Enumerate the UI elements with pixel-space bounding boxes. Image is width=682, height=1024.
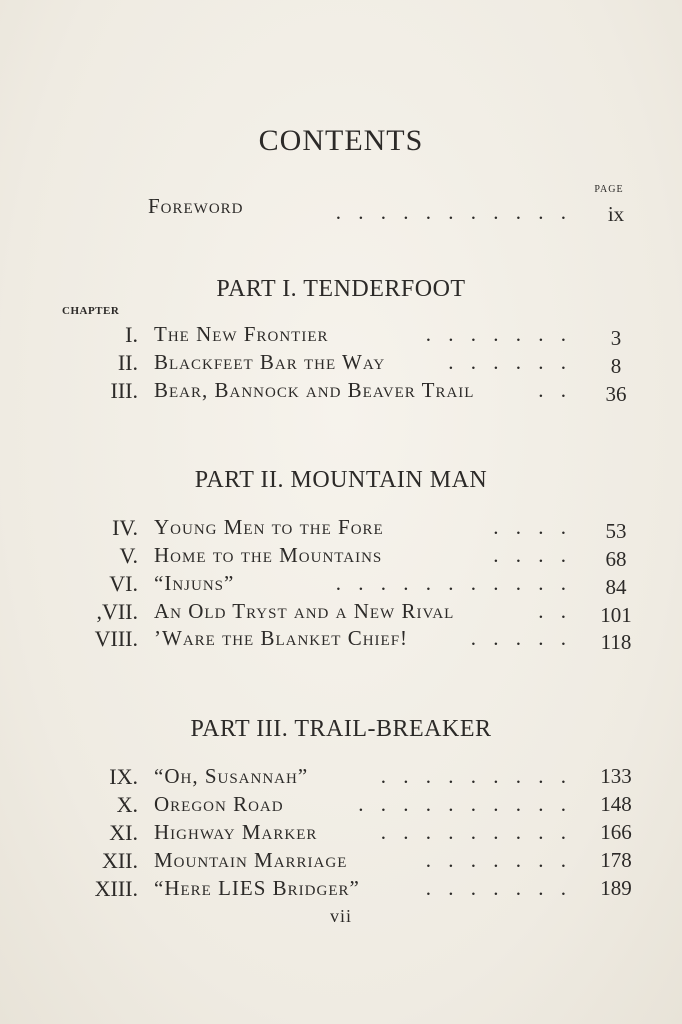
entry-title: Young Men to the Fore (154, 515, 384, 539)
entry-page: 148 (600, 792, 632, 816)
part-heading: PART I. TENDERFOOT (216, 276, 466, 302)
leader-dots: . . (538, 599, 572, 623)
entry-page: ix (607, 202, 625, 226)
part-heading: PART III. TRAIL-BREAKER (190, 716, 492, 742)
toc-entry (0, 876, 682, 902)
chapter-number: IX. (109, 764, 138, 789)
toc-entry (0, 543, 682, 569)
chapter-number: X. (116, 792, 138, 817)
toc-entry (0, 764, 682, 790)
entry-page: 53 (605, 519, 627, 543)
chapter-number: ,VII. (96, 599, 138, 624)
entry-page: 68 (605, 547, 627, 571)
entry-page: 8 (610, 354, 622, 378)
leader-dots: . . . . . . . . . (380, 820, 572, 844)
leader-dots: . . (538, 378, 572, 402)
entry-title: Blackfeet Bar the Way (154, 350, 386, 374)
leader-dots: . . . . . (470, 626, 572, 650)
chapter-number: I. (125, 322, 138, 347)
entry-page: 166 (600, 820, 632, 844)
toc-entry (0, 350, 682, 376)
chapter-number: III. (110, 378, 138, 403)
leader-dots: . . . . . . (448, 350, 572, 374)
leader-dots: . . . . . . . . . . (358, 792, 572, 816)
leader-dots: . . . . . . . (425, 876, 572, 900)
toc-entry (0, 322, 682, 348)
leader-dots: . . . . (493, 543, 572, 567)
entry-title: Foreword (148, 194, 244, 218)
entry-page: 101 (600, 603, 632, 627)
page-number: vii (329, 906, 352, 926)
chapter-number: II. (117, 350, 138, 375)
chapter-number: V. (119, 543, 138, 568)
entry-page: 189 (600, 876, 632, 900)
chapter-column-label: CHAPTER (62, 305, 120, 317)
leader-dots: . . . . . . . (425, 848, 572, 872)
entry-title: “Injuns” (154, 571, 235, 595)
entry-page: 84 (605, 575, 627, 599)
page-column-label: PAGE (594, 184, 624, 195)
entry-title: Bear, Bannock and Beaver Trail (154, 378, 475, 402)
toc-entry (0, 599, 682, 625)
entry-page: 3 (610, 326, 622, 350)
leader-dots: . . . . . . . . . . . (335, 571, 572, 595)
entry-title: “Here LIES Bridger” (154, 876, 360, 900)
part-heading: PART II. MOUNTAIN MAN (194, 467, 488, 493)
entry-title: An Old Tryst and a New Rival (154, 599, 455, 623)
entry-page: 118 (600, 630, 632, 654)
entry-title: Home to the Mountains (154, 543, 383, 567)
entry-page: 133 (600, 764, 632, 788)
chapter-number: VIII. (94, 626, 138, 651)
leader-dots: . . . . . . . (425, 322, 572, 346)
entry-title: Oregon Road (154, 792, 284, 816)
leader-dots: . . . . . . . . . . . (335, 200, 572, 224)
toc-entry (0, 820, 682, 846)
entry-title: Mountain Marriage (154, 848, 348, 872)
entry-title: ’Ware the Blanket Chief! (154, 626, 409, 650)
toc-entry (0, 515, 682, 541)
toc-entry (0, 571, 682, 597)
toc-entry (0, 626, 682, 652)
leader-dots: . . . . . . . . . (380, 764, 572, 788)
toc-entry (0, 378, 682, 404)
chapter-number: XII. (101, 848, 138, 873)
toc-entry-foreword (0, 194, 682, 226)
entry-title: “Oh, Susannah” (154, 764, 309, 788)
entry-title: Highway Marker (154, 820, 318, 844)
toc-entry (0, 792, 682, 818)
page-title: CONTENTS (258, 124, 424, 157)
chapter-number: VI. (109, 571, 138, 596)
leader-dots: . . . . (493, 515, 572, 539)
chapter-number: XI. (109, 820, 138, 845)
entry-page: 178 (600, 848, 632, 872)
toc-entry (0, 848, 682, 874)
entry-title: The New Frontier (154, 322, 329, 346)
chapter-number: XIII. (94, 876, 138, 901)
entry-page: 36 (605, 382, 627, 406)
chapter-number: IV. (112, 515, 138, 540)
